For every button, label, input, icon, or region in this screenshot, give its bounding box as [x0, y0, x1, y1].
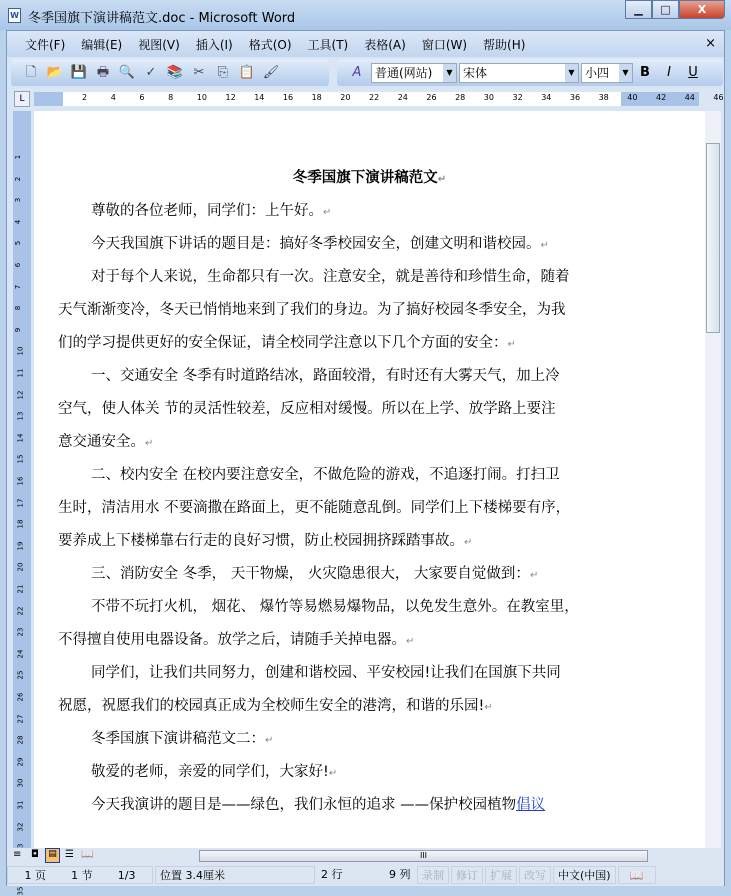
paragraph-mark-icon: ↵ [484, 702, 493, 713]
ruler-tick-label: 2 [82, 93, 88, 102]
italic-button[interactable]: I [667, 64, 671, 80]
ruler-tick-label: 34 [541, 93, 552, 102]
line-text: 对于每个人来说，生命都只有一次。注意安全，就是善待和珍惜生命，随着 [91, 269, 570, 285]
ruler-tick-label: 36 [569, 93, 581, 102]
line-text: 空气，使人体关 节的灵活性较差，反应相对缓慢。所以在上学、放学路上要注 [58, 401, 556, 417]
document-page[interactable] [34, 111, 705, 863]
line-text: 要养成上下楼梯靠右行走的良好习惯，防止校园拥挤踩踏事故。 [58, 533, 464, 549]
document-line [58, 694, 493, 715]
open-folder-icon[interactable]: 📂 [46, 64, 64, 80]
format-painter-icon[interactable]: 🖌 [262, 64, 280, 80]
vruler-tick-label: 14 [16, 433, 25, 443]
menu-item[interactable]: 窗口(W) [421, 37, 468, 52]
page-count: 1/3 [117, 869, 136, 882]
web-view-icon[interactable]: ◘ [31, 849, 39, 860]
vruler-tick-label: 32 [16, 822, 25, 832]
paragraph-mark-icon: ↵ [145, 438, 154, 449]
line-text: 同学们，让我们共同努力，创建和谐校园、平安校园!让我们在国旗下共同 [91, 665, 561, 681]
document-line [58, 496, 570, 517]
font-size-value: 小四 [585, 65, 610, 80]
paragraph-mark-icon: ↵ [464, 537, 473, 548]
tab-selector[interactable]: L [14, 91, 30, 107]
copy-icon[interactable]: ⎘ [217, 64, 229, 80]
paragraph-mark-icon: ↵ [328, 768, 338, 779]
line-text: 冬季国旗下演讲稿范文二： [91, 731, 265, 747]
line-text: 意交通安全。 [58, 434, 145, 450]
vruler-tick-label: 30 [16, 778, 25, 788]
paragraph-mark-icon: ↵ [529, 570, 539, 581]
document-line [58, 529, 472, 550]
ruler-tick-label: 24 [397, 93, 408, 102]
font-value: 宋体 [463, 65, 488, 80]
window-title: 冬季国旗下演讲稿范文.doc - Microsoft Word [28, 11, 296, 26]
vruler-tick-label: 26 [16, 692, 25, 702]
line-text: 尊敬的各位老师，同学们：上午好。 [91, 203, 323, 219]
print-layout-view-icon[interactable]: ▤ [45, 848, 60, 863]
vruler-tick-label: 18 [16, 519, 25, 529]
spelling-status-icon[interactable]: 📖 [618, 866, 656, 884]
line-text: 敬爱的老师，亲爱的同学们，大家好! [91, 764, 329, 780]
vruler-tick-label: 11 [16, 368, 25, 378]
paragraph-mark-icon: ↵ [437, 174, 447, 185]
document-line [91, 463, 560, 484]
maximize-button[interactable]: □ [652, 0, 679, 19]
word-window [6, 30, 725, 896]
document-title [34, 166, 705, 187]
line-text: 冬季国旗下演讲稿范文 [292, 170, 438, 186]
page-info [7, 866, 153, 884]
vruler-tick-label: 10 [16, 346, 25, 356]
paragraph-mark-icon: ↵ [323, 207, 332, 218]
line-text: 不得擅自使用电器设备。放学之后，请随手关掉电器。 [58, 632, 406, 648]
document-line [91, 562, 538, 583]
vruler-tick-label: 12 [16, 390, 25, 400]
ruler-tick-label: 44 [684, 93, 695, 102]
ruler-tick-label: 16 [282, 93, 294, 102]
vruler-tick-label: 24 [16, 649, 25, 659]
spelling-icon[interactable]: ✓ [145, 64, 157, 80]
ruler-tick-label: 30 [483, 93, 494, 102]
line-text: 一、交通安全 冬季有时道路结冰，路面较滑，有时还有大雾天气，加上冷 [91, 368, 560, 384]
column-info: 9 列 [389, 868, 411, 881]
chevron-down-icon[interactable]: ▼ [619, 64, 632, 82]
vruler-tick-label: 25 [16, 670, 25, 680]
vertical-scroll-thumb[interactable] [706, 143, 720, 333]
vruler-tick-label: 4 [14, 219, 23, 225]
vruler-tick-label: 6 [14, 262, 23, 268]
document-line [91, 760, 337, 781]
position-info: 位置 3.4厘米 [155, 866, 315, 884]
vruler-tick-label: 22 [16, 606, 25, 616]
menu-item[interactable]: 编辑(E) [81, 37, 123, 52]
document-line [91, 232, 549, 253]
vruler-tick-label: 7 [14, 284, 23, 289]
ruler-tick-label: 4 [110, 93, 116, 102]
outline-view-icon[interactable]: ☰ [65, 849, 74, 860]
paragraph-mark-icon: ↵ [265, 735, 274, 746]
extend-mode[interactable]: 扩展 [485, 866, 517, 884]
line-text: 不带不玩打火机， 烟花、 爆竹等易燃易爆物品，以免发生意外。在教室里， [91, 599, 579, 615]
horizontal-ruler[interactable] [7, 89, 724, 109]
vruler-tick-label: 21 [16, 584, 25, 594]
print-icon[interactable]: 🖶 [96, 64, 110, 80]
ruler-tick-label: 32 [512, 93, 523, 102]
menu-item[interactable]: 视图(V) [138, 37, 180, 52]
font-select[interactable] [459, 63, 579, 83]
vruler-tick-label: 13 [16, 411, 25, 421]
close-document-button[interactable]: × [705, 36, 716, 51]
ruler-tick-label: 8 [168, 93, 174, 102]
document-line [91, 364, 560, 385]
menu-item[interactable]: 文件(F) [25, 37, 66, 52]
vruler-tick-label: 1 [14, 154, 23, 160]
ruler-tick-label: 46 [713, 93, 724, 102]
record-mode[interactable]: 录制 [417, 866, 449, 884]
paragraph-mark-icon: ↵ [507, 339, 516, 350]
chevron-down-icon[interactable]: ▼ [443, 64, 456, 82]
line-text: 祝愿，祝愿我们的校园真正成为全校师生安全的港湾，和谐的乐园! [58, 698, 485, 714]
ruler-tick-label: 14 [254, 93, 265, 102]
document-line [58, 298, 566, 319]
line-info: 2 行 [321, 868, 343, 881]
vruler-tick-label: 5 [14, 241, 23, 246]
language-indicator[interactable]: 中文(中国) [553, 866, 616, 884]
vruler-tick-label: 23 [16, 627, 25, 637]
bold-button[interactable]: B [640, 64, 650, 80]
vruler-tick-label: 2 [14, 176, 23, 181]
ruler-tick-label: 40 [627, 93, 638, 102]
font-size-select[interactable] [581, 63, 633, 83]
line-text: 二、校内安全 在校内要注意安全，不做危险的游戏，不追逐打闹。打扫卫 [91, 467, 560, 483]
line-text: 三、消防安全 冬季， 天干物燥， 火灾隐患很大， 大家要自觉做到： [91, 566, 530, 582]
ruler-tick-label: 28 [455, 93, 466, 102]
print-preview-icon[interactable]: 🔍 [118, 64, 136, 80]
formatting-toolbar [337, 59, 723, 86]
menu-item[interactable]: 工具(T) [307, 37, 349, 52]
document-line [58, 397, 556, 418]
document-line [91, 661, 561, 682]
ruler-tick-label: 10 [196, 93, 207, 102]
reading-view-icon[interactable]: 📖 [81, 849, 94, 860]
save-icon[interactable]: 💾 [70, 64, 88, 80]
vruler-tick-label: 3 [14, 197, 23, 203]
vruler-tick-label: 19 [16, 541, 25, 551]
ruler-tick-label: 22 [369, 93, 380, 102]
menu-item[interactable]: 表格(A) [364, 37, 406, 52]
line-text: 天气渐渐变冷，冬天已悄悄地来到了我们的身边。为了搞好校园冬季安全，为我 [58, 302, 566, 318]
document-line [58, 331, 516, 352]
menu-item[interactable]: 插入(I) [195, 37, 233, 52]
vruler-tick-label: 27 [16, 714, 25, 724]
normal-view-icon[interactable]: ≡ [13, 849, 22, 860]
underline-button[interactable]: U [688, 64, 698, 80]
ruler-tick-label: 12 [225, 93, 236, 102]
vruler-tick-label: 15 [16, 454, 25, 464]
vertical-ruler[interactable] [13, 111, 31, 896]
menu-item[interactable]: 格式(O) [248, 37, 292, 52]
vruler-tick-label: 8 [14, 305, 23, 311]
line-text: 今天我国旗下讲话的题目是：搞好冬季校园安全，创建文明和谐校园。 [91, 236, 541, 252]
menu-item[interactable]: 帮助(H) [483, 37, 526, 52]
line-text: 生时，清洁用水 不要滴撒在路面上，更不能随意乱倒。同学们上下楼梯要有序， [58, 500, 571, 516]
overtype-mode[interactable]: 改写 [519, 866, 551, 884]
vruler-tick-label: 29 [16, 757, 25, 767]
ruler-tick-label: 20 [340, 93, 351, 102]
line-text: 今天我演讲的题目是——绿色，我们永恒的追求 ——保护校园植物 [91, 797, 517, 813]
ruler-tick-label: 6 [139, 93, 145, 102]
minimize-button[interactable]: ▁ [625, 0, 652, 19]
track-changes-mode[interactable]: 修订 [451, 866, 483, 884]
vertical-scrollbar[interactable] [705, 111, 721, 863]
vruler-tick-label: 35 [16, 886, 25, 896]
vruler-tick-label: 16 [16, 476, 25, 486]
paste-icon[interactable]: 📋 [238, 64, 256, 80]
document-line [91, 199, 331, 220]
vruler-tick-label: 28 [16, 735, 25, 745]
paragraph-mark-icon: ↵ [406, 636, 415, 647]
vruler-tick-label: 9 [14, 327, 23, 333]
standard-toolbar [11, 59, 329, 86]
document-line [91, 595, 579, 616]
page-number: 1 页 [24, 869, 47, 882]
status-bar [7, 864, 724, 886]
menu-bar [7, 31, 724, 57]
document-line [58, 628, 414, 649]
ruler-tick-label: 42 [656, 93, 667, 102]
document-line [91, 793, 545, 814]
chevron-down-icon[interactable]: ▼ [565, 64, 578, 82]
word-doc-icon: W [8, 8, 21, 23]
view-and-scroll-bar [7, 848, 724, 864]
line-text: 们的学习提供更好的安全保证，请全校同学注意以下几个方面的安全： [58, 335, 508, 351]
vruler-tick-label: 17 [16, 498, 25, 508]
new-document-icon[interactable]: 🗋 [25, 64, 37, 80]
ruler-tick-label: 38 [598, 93, 609, 102]
horizontal-scroll-thumb[interactable]: III [199, 850, 648, 862]
hyperlink[interactable]: 倡议 [516, 797, 546, 813]
title-bar [0, 0, 731, 30]
cut-icon[interactable]: ✂ [193, 64, 205, 80]
vruler-tick-label: 20 [16, 562, 25, 572]
paragraph-mark-icon: ↵ [540, 240, 549, 251]
close-button[interactable]: X [679, 0, 725, 19]
vruler-tick-label: 31 [16, 800, 25, 810]
document-line [91, 265, 570, 286]
document-line [58, 430, 153, 451]
styles-icon[interactable]: A [352, 64, 362, 80]
document-line [91, 727, 273, 748]
ruler-tick-label: 18 [311, 93, 322, 102]
section-number: 1 节 [71, 869, 93, 882]
ruler-tick-label: 26 [426, 93, 437, 102]
research-icon[interactable]: 📚 [166, 64, 184, 80]
style-value: 普通(网站) [375, 65, 433, 80]
style-select[interactable] [371, 63, 457, 83]
